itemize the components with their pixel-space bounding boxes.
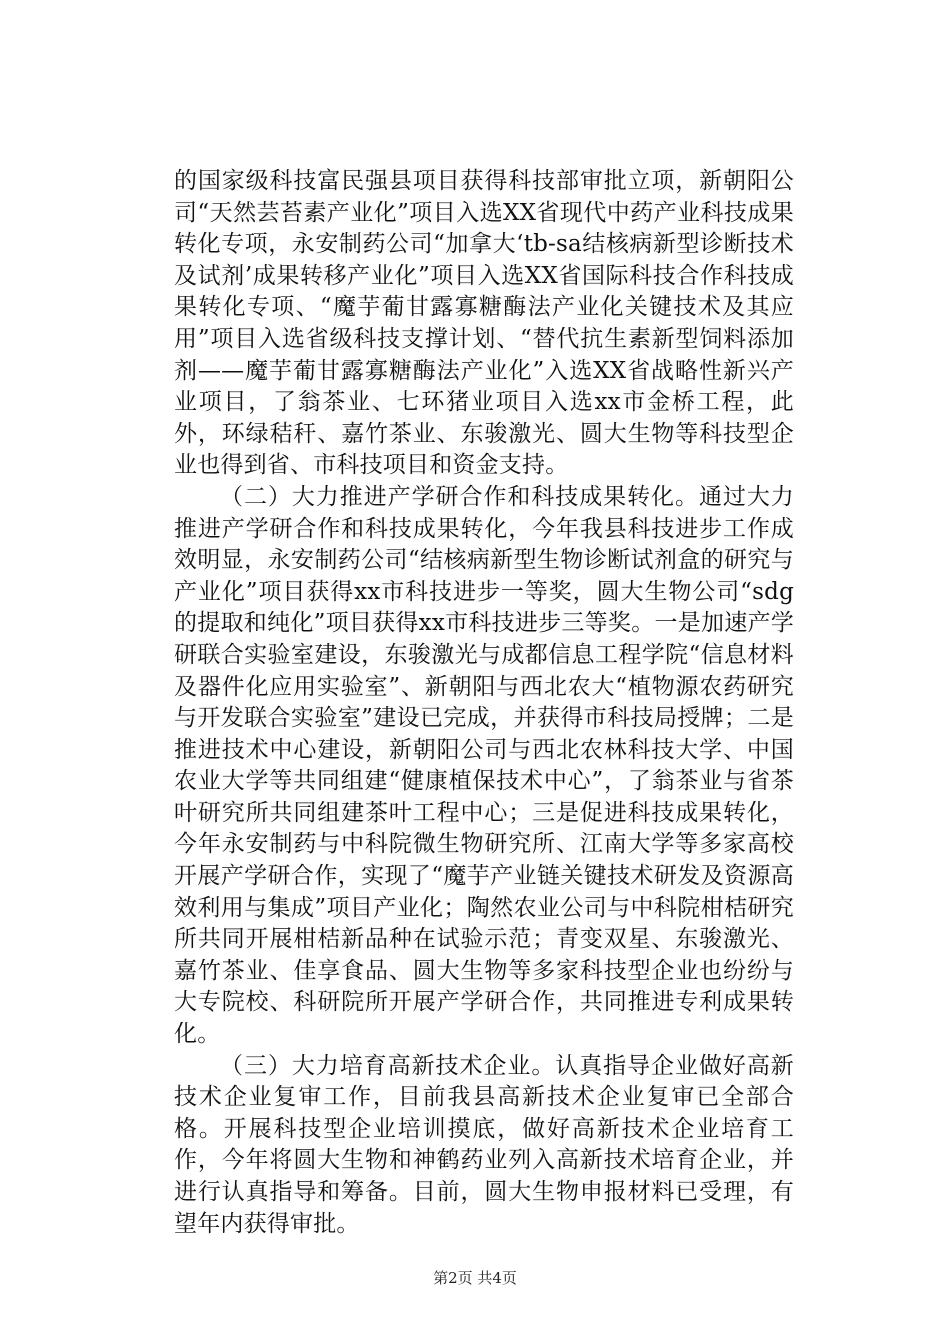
paragraph-high-tech-enterprises: （三）大力培育高新技术企业。认真指导企业做好高新技术企业复审工作，目前我县高新技术企业复审已全部合格。开展科技型企业培训摸底，做好高新技术企业培育工作，今年将圆大生物和神鹤药业列入高新技术培育企业，并进行认真指导和筹备。目前，圆大生物申报材料已受理，有望年内获得审批。 xyxy=(174,1052,794,1237)
paragraph-industry-academia: （二）大力推进产学研合作和科技成果转化。通过大力推进产学研合作和科技成果转化，今年我县科技进步工作成效明显，永安制药公司“结核病新型生物诊断试剂盒的研究与产业化”项目获得xx市科技进步一等奖，圆大生物公司“sdg的提取和纯化”项目获得xx市科技进步三等奖。一是加速产学研联合实验室建设，东骏激光与成都信息工程学院“信息材料及器件化应用实验室”、新朝阳与西北农大“植物源农药研究与开发联合实验室”建设已完成，并获得市科技局授牌；二是推进技术中心建设，新朝阳公司与西北农林科技大学、中国农业大学等共同组建“健康植保技术中心”，了翁茶业与省茶叶研究所共同组建茶叶工程中心；三是促进科技成果转化，今年永安制药与中科院微生物研究所、江南大学等多家高校开展产学研合作，实现了“魔芋产业链关键技术研发及资源高效利用与集成”项目产业化；陶然农业公司与中科院柑桔研究所共同开展柑桔新品种在试验示范；青变双星、东骏激光、嘉竹茶业、佳享食品、圆大生物等多家科技型企业也纷纷与大专院校、科研院所开展产学研合作，共同推进专利成果转化。 xyxy=(174,483,794,1048)
paragraph-continuation: 的国家级科技富民强县项目获得科技部审批立项，新朝阳公司“天然芸苔素产业化”项目入选XX省现代中药产业科技成果转化专项，永安制药公司“加拿大‘tb-sa结核病新型诊断技术及试剂’成果转移产业化”项目入选XX省国际科技合作科技成果转化专项、“魔芋葡甘露寡糖酶法产业化关键技术及其应用”项目入选省级科技支撑计划、“替代抗生素新型饲料添加剂——魔芋葡甘露寡糖酶法产业化”入选XX省战略性新兴产业项目，了翁茶业、七环猪业项目入选xx市金桥工程，此外，环绿秸秆、嘉竹茶业、东骏激光、圆大生物等科技型企业也得到省、市科技项目和资金支持。 xyxy=(174,168,794,479)
document-body xyxy=(174,166,794,1240)
page-footer: 第2页 共4页 xyxy=(433,1269,517,1287)
